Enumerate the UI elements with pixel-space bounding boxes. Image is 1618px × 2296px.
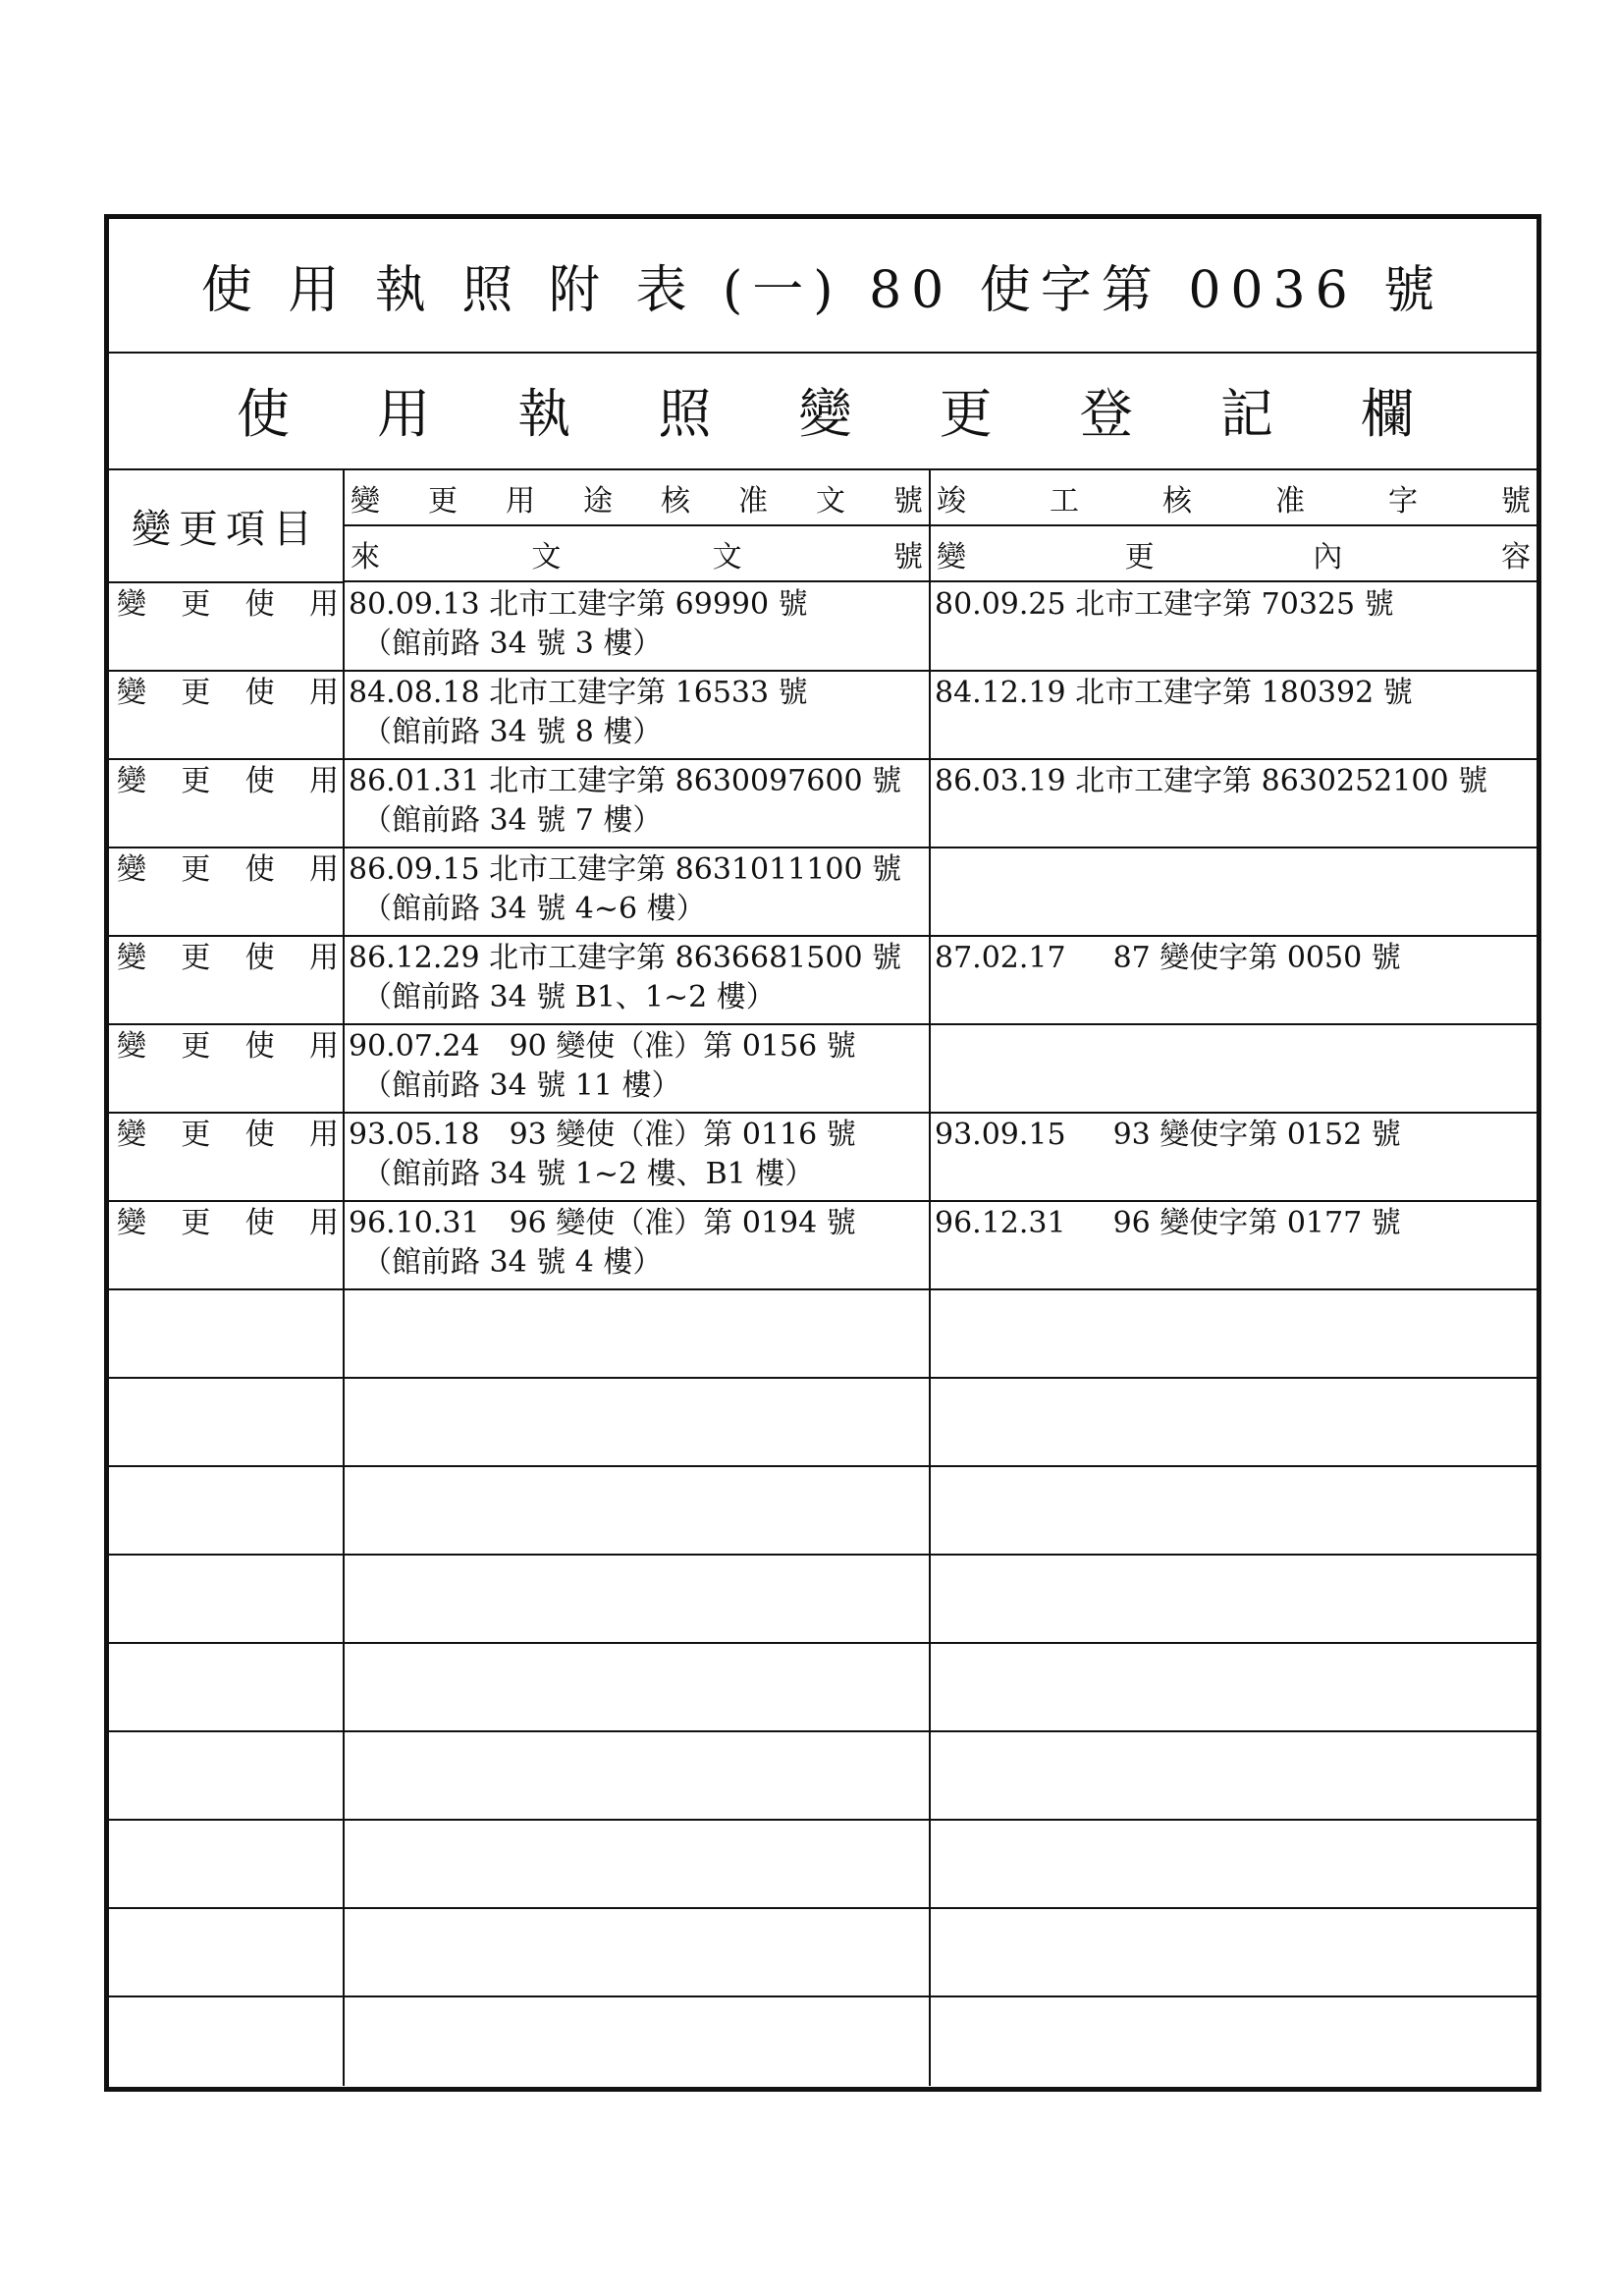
address-line: （館前路 34 號 7 樓） xyxy=(362,803,663,838)
header-approval-col xyxy=(345,470,931,583)
subtitle-char: 欄 xyxy=(1361,383,1414,445)
cell-completion xyxy=(931,672,1537,758)
table-row xyxy=(109,1732,1537,1821)
cell-change-item xyxy=(109,1732,345,1819)
header-incoming-doc xyxy=(345,526,929,582)
item-char: 用 xyxy=(308,1029,339,1064)
cell-change-item xyxy=(109,1644,345,1730)
cell-completion xyxy=(931,937,1537,1023)
table-row xyxy=(109,760,1537,848)
cell-completion xyxy=(931,583,1537,670)
cell-approval-doc xyxy=(345,937,931,1023)
cell-completion xyxy=(931,760,1537,847)
cell-change-item xyxy=(109,1556,345,1642)
header-char: 更 xyxy=(1124,539,1155,574)
cell-approval-doc xyxy=(345,1909,931,1995)
completion-date: 86.03.19 北市工建字第 8630252100 號 xyxy=(935,764,1488,798)
item-char: 使 xyxy=(244,676,275,710)
item-char: 使 xyxy=(244,1206,275,1240)
cell-change-item xyxy=(109,583,345,670)
item-char: 變 xyxy=(117,852,146,887)
item-char: 變 xyxy=(117,1206,146,1240)
address-line: （館前路 34 號 B1、1~2 樓） xyxy=(362,980,776,1014)
subtitle-char: 用 xyxy=(377,383,431,445)
cell-approval-doc xyxy=(345,1114,931,1200)
approval-line: 84.08.18 北市工建字第 16533 號 xyxy=(349,676,808,710)
approval-line: 96.10.31 96 變使（准）第 0194 號 xyxy=(349,1206,856,1240)
cell-completion xyxy=(931,1025,1537,1112)
item-char: 變 xyxy=(117,764,146,798)
table-row xyxy=(109,1379,1537,1467)
header-char: 變 xyxy=(351,483,380,519)
item-char: 使 xyxy=(244,941,275,975)
item-char: 使 xyxy=(244,764,275,798)
subtitle-char: 登 xyxy=(1079,383,1133,445)
header-char: 用 xyxy=(506,483,535,519)
header-char: 來 xyxy=(351,539,380,574)
header-char: 變 xyxy=(937,539,966,574)
cell-completion xyxy=(931,1467,1537,1554)
header-char: 容 xyxy=(1500,539,1531,574)
address-line: （館前路 34 號 11 樓） xyxy=(362,1068,681,1103)
item-char: 變 xyxy=(117,941,146,975)
cell-completion xyxy=(931,1114,1537,1200)
header-char: 號 xyxy=(892,539,923,574)
cell-change-item xyxy=(109,1290,345,1377)
table-row xyxy=(109,1909,1537,1997)
approval-line: 90.07.24 90 變使（准）第 0156 號 xyxy=(349,1029,856,1064)
item-char: 變 xyxy=(117,1118,146,1152)
completion-date: 80.09.25 北市工建字第 70325 號 xyxy=(935,587,1394,622)
approval-line: 86.01.31 北市工建字第 8630097600 號 xyxy=(349,764,902,798)
approval-line: 86.09.15 北市工建字第 8631011100 號 xyxy=(349,852,902,887)
cell-completion xyxy=(931,1732,1537,1819)
table-row xyxy=(109,1556,1537,1644)
cell-change-item xyxy=(109,1202,345,1288)
table-row xyxy=(109,1467,1537,1556)
change-register-table xyxy=(109,470,1537,2087)
usage-license-form xyxy=(104,214,1541,2092)
header-change-content xyxy=(931,526,1537,582)
cell-approval-doc xyxy=(345,1379,931,1465)
header-char: 竣 xyxy=(937,483,966,519)
item-char: 更 xyxy=(181,676,211,710)
item-char: 使 xyxy=(244,852,275,887)
address-line: （館前路 34 號 3 樓） xyxy=(362,627,663,661)
address-line: （館前路 34 號 8 樓） xyxy=(362,715,663,749)
form-title: 使 用 執 照 附 表 (一) 80 使字第 0036 號 xyxy=(109,219,1537,354)
subtitle-char: 使 xyxy=(237,383,290,445)
item-char: 用 xyxy=(308,764,339,798)
header-char: 文 xyxy=(816,483,845,519)
cell-change-item xyxy=(109,1379,345,1465)
cell-approval-doc xyxy=(345,1556,931,1642)
approval-line: 86.12.29 北市工建字第 8636681500 號 xyxy=(349,941,902,975)
cell-approval-doc xyxy=(345,1025,931,1112)
item-char: 更 xyxy=(181,941,211,975)
item-char: 更 xyxy=(181,587,211,622)
address-line: （館前路 34 號 4~6 樓） xyxy=(362,892,706,926)
header-change-item: 變更項目 xyxy=(109,470,345,583)
completion-no: 93 變使字第 0152 號 xyxy=(1112,1118,1401,1152)
cell-approval-doc xyxy=(345,1467,931,1554)
item-char: 使 xyxy=(244,1118,275,1152)
table-row xyxy=(109,937,1537,1025)
table-row xyxy=(109,1644,1537,1732)
header-char: 文 xyxy=(712,539,742,574)
item-char: 變 xyxy=(117,676,146,710)
header-char: 號 xyxy=(1501,483,1531,519)
address-line: （館前路 34 號 1~2 樓、B1 樓） xyxy=(362,1157,815,1191)
cell-completion xyxy=(931,1644,1537,1730)
item-char: 更 xyxy=(181,1118,211,1152)
cell-completion xyxy=(931,1997,1537,2086)
cell-change-item xyxy=(109,1997,345,2086)
address-line: （館前路 34 號 4 樓） xyxy=(362,1245,663,1280)
subtitle-char: 執 xyxy=(517,383,571,445)
table-row xyxy=(109,1202,1537,1290)
item-char: 使 xyxy=(244,587,275,622)
item-char: 用 xyxy=(308,587,339,622)
subtitle-char: 更 xyxy=(939,383,993,445)
cell-change-item xyxy=(109,937,345,1023)
header-approval-doc xyxy=(345,470,929,526)
cell-approval-doc xyxy=(345,1821,931,1907)
table-row xyxy=(109,1290,1537,1379)
table-row xyxy=(109,672,1537,760)
cell-completion xyxy=(931,1821,1537,1907)
cell-approval-doc xyxy=(345,1290,931,1377)
header-char: 准 xyxy=(1275,483,1305,519)
form-subtitle xyxy=(109,352,1537,470)
cell-approval-doc xyxy=(345,583,931,670)
header-completion-no xyxy=(931,470,1537,526)
cell-approval-doc xyxy=(345,1644,931,1730)
item-char: 用 xyxy=(308,1118,339,1152)
subtitle-char: 照 xyxy=(658,383,712,445)
item-char: 更 xyxy=(181,1206,211,1240)
cell-approval-doc xyxy=(345,1732,931,1819)
cell-approval-doc xyxy=(345,1997,931,2086)
cell-completion xyxy=(931,1379,1537,1465)
table-row xyxy=(109,848,1537,937)
item-char: 變 xyxy=(117,587,146,622)
cell-change-item xyxy=(109,848,345,935)
cell-completion xyxy=(931,848,1537,935)
cell-completion xyxy=(931,1909,1537,1995)
approval-line: 93.05.18 93 變使（准）第 0116 號 xyxy=(349,1118,856,1152)
header-char: 核 xyxy=(1162,483,1192,519)
approval-line: 80.09.13 北市工建字第 69990 號 xyxy=(349,587,808,622)
cell-approval-doc xyxy=(345,1202,931,1288)
table-row xyxy=(109,583,1537,672)
cell-completion xyxy=(931,1202,1537,1288)
item-char: 變 xyxy=(117,1029,146,1064)
table-row xyxy=(109,1114,1537,1202)
header-char: 內 xyxy=(1313,539,1343,574)
completion-no: 87 變使字第 0050 號 xyxy=(1112,941,1401,975)
header-char: 途 xyxy=(583,483,613,519)
completion-date: 87.02.17 xyxy=(935,941,1066,975)
cell-change-item xyxy=(109,760,345,847)
header-char: 號 xyxy=(893,483,923,519)
header-char: 文 xyxy=(531,539,562,574)
completion-date: 93.09.15 xyxy=(935,1118,1066,1152)
subtitle-char: 變 xyxy=(798,383,852,445)
cell-change-item xyxy=(109,1467,345,1554)
header-char: 字 xyxy=(1388,483,1418,519)
table-row xyxy=(109,1025,1537,1114)
cell-completion xyxy=(931,1556,1537,1642)
subtitle-char: 記 xyxy=(1219,383,1273,445)
item-char: 用 xyxy=(308,852,339,887)
cell-change-item xyxy=(109,1821,345,1907)
item-char: 用 xyxy=(308,676,339,710)
item-char: 更 xyxy=(181,764,211,798)
header-completion-col xyxy=(931,470,1537,583)
item-char: 使 xyxy=(244,1029,275,1064)
cell-change-item xyxy=(109,1114,345,1200)
cell-approval-doc xyxy=(345,672,931,758)
item-char: 更 xyxy=(181,852,211,887)
table-row xyxy=(109,1821,1537,1909)
cell-approval-doc xyxy=(345,760,931,847)
item-char: 用 xyxy=(308,941,339,975)
item-char: 用 xyxy=(308,1206,339,1240)
item-char: 更 xyxy=(181,1029,211,1064)
header-char: 核 xyxy=(661,483,690,519)
cell-change-item xyxy=(109,672,345,758)
table-row xyxy=(109,1997,1537,2086)
completion-date: 84.12.19 北市工建字第 180392 號 xyxy=(935,676,1413,710)
header-char: 工 xyxy=(1050,483,1079,519)
cell-completion xyxy=(931,1290,1537,1377)
cell-approval-doc xyxy=(345,848,931,935)
cell-change-item xyxy=(109,1909,345,1995)
header-char: 准 xyxy=(738,483,768,519)
cell-change-item xyxy=(109,1025,345,1112)
completion-no: 96 變使字第 0177 號 xyxy=(1112,1206,1401,1240)
completion-date: 96.12.31 xyxy=(935,1206,1066,1240)
header-char: 更 xyxy=(428,483,458,519)
